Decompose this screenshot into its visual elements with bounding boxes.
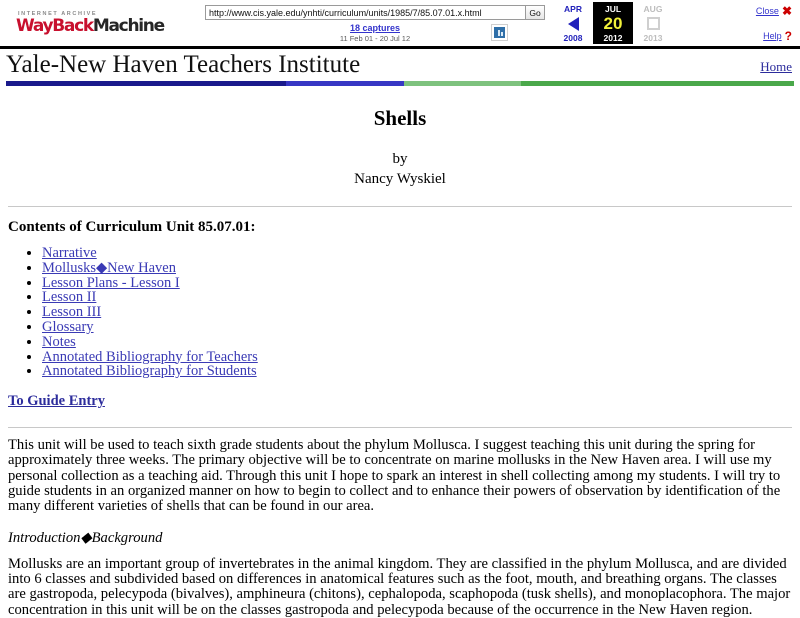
list-item: [42, 350, 792, 365]
list-item: [42, 364, 792, 379]
site-header: [0, 49, 800, 79]
sparkline-icon[interactable]: [491, 24, 508, 41]
header-bar-segment-1: [6, 81, 286, 86]
previous-capture-button[interactable]: [553, 2, 593, 46]
contents-list: [8, 246, 792, 379]
previous-capture-month: APR: [564, 4, 582, 14]
wayback-wordmark-part2: Machine: [92, 16, 164, 36]
author-name: Nancy Wyskiel: [354, 171, 446, 187]
captures-date-range: 11 Feb 01 - 20 Jul 12: [339, 34, 411, 43]
section-heading-introduction-background: Introduction◆Background: [8, 529, 163, 546]
header-bar-segment-3: [404, 81, 521, 86]
captures-link[interactable]: 18 captures: [349, 23, 401, 33]
intro-paragraph: This unit will be used to teach sixth grade students about the phylum Mollusca. I suggest teaching this unit during the spring for approximately three weeks. The primary objective will be to concentrate on marine mollusks in the New Haven area. I will use my personal collection as a teaching aid. Through this unit I hope to spark an interest in shell collecting among my students. I will try to guide students in an organized manner on how to begin to collect and to enhance their powers of observation by identification of the many different varieties of shells that can be found in our area.: [8, 437, 781, 515]
header-bar-segment-4: [521, 81, 794, 86]
url-input[interactable]: [205, 5, 525, 20]
list-item: [42, 261, 792, 276]
wayback-center-panel: [205, 0, 545, 46]
help-icon: ?: [784, 29, 792, 43]
contents-link-mollusks-new-haven[interactable]: Mollusks◆New Haven: [42, 259, 176, 276]
list-item: [42, 290, 792, 305]
next-capture-month: AUG: [643, 4, 663, 14]
contents-link-narrative[interactable]: Narrative: [42, 245, 97, 261]
current-capture-month: JUL: [604, 4, 622, 14]
contents-link-notes[interactable]: Notes: [42, 333, 76, 350]
byline: [8, 149, 792, 189]
contents-link-glossary[interactable]: Glossary: [42, 318, 94, 335]
close-button[interactable]: [756, 4, 792, 18]
contents-heading: Contents of Curriculum Unit 85.07.01:: [8, 219, 256, 235]
internet-archive-label: INTERNET ARCHIVE: [18, 11, 98, 17]
contents-link-bibliography-students[interactable]: Annotated Bibliography for Students: [42, 363, 257, 380]
header-color-bar: [6, 81, 794, 86]
current-capture-day: 20: [603, 14, 623, 33]
close-icon: ✖: [781, 4, 792, 18]
header-bar-segment-2: [286, 81, 404, 86]
url-row: [205, 5, 545, 20]
contents-link-bibliography-teachers[interactable]: Annotated Bibliography for Teachers: [42, 348, 258, 365]
go-button[interactable]: Go: [525, 5, 545, 20]
date-navigation: [545, 0, 695, 46]
contents-link-lesson-plans-lesson-i[interactable]: Lesson Plans - Lesson I: [42, 274, 180, 291]
byline-by-label: by: [392, 151, 408, 167]
background-paragraph: Mollusks are an important group of invertebrates in the animal kingdom. They are classified in the phylum Mollusca, and are divided into 6 classes and subdivided based on differences in anatomical features such as the foot, mouth, and breathing organs. The classes are gastropoda, pelecypoda (bivalves), amphineura (chitons), cephalopoda, scaphopoda (tusk shells), and monoplacophora. The major concentration in this unit will be on the classes gastropoda and pelecypoda because of the occurrence in the New Haven region.: [8, 555, 791, 618]
contents-link-lesson-ii[interactable]: Lesson II: [42, 289, 97, 306]
home-link[interactable]: Home: [760, 59, 792, 74]
list-item: [42, 246, 792, 261]
contents-link-lesson-iii[interactable]: Lesson III: [42, 304, 102, 321]
list-item: [42, 305, 792, 320]
list-item: [42, 335, 792, 350]
to-guide-entry-link[interactable]: To Guide Entry: [8, 393, 105, 410]
document-content: [0, 106, 800, 618]
previous-capture-year: 2008: [563, 33, 583, 43]
wayback-actions: [695, 0, 800, 46]
wayback-wordmark-part1: WayBack: [16, 16, 93, 36]
help-button[interactable]: [763, 29, 792, 43]
wayback-toolbar: [0, 0, 800, 49]
next-capture-year: 2013: [643, 33, 663, 43]
wayback-machine-wordmark: [16, 18, 205, 35]
help-label: Help: [763, 31, 782, 41]
list-item: [42, 320, 792, 335]
captures-row: [205, 23, 545, 43]
close-label: Close: [755, 6, 779, 16]
wayback-logo[interactable]: [0, 0, 205, 46]
guide-entry: [8, 393, 792, 410]
list-item: [42, 276, 792, 291]
page-title: Shells: [373, 106, 427, 130]
previous-arrow-icon: [568, 17, 579, 31]
divider-top: [8, 206, 792, 207]
current-capture-year: 2012: [603, 33, 623, 43]
next-capture-button[interactable]: [633, 2, 673, 46]
site-title: Yale-New Haven Teachers Institute: [6, 51, 361, 78]
current-capture-date[interactable]: [593, 2, 633, 44]
next-capture-box-icon: [647, 17, 660, 30]
divider-body: [8, 427, 792, 428]
